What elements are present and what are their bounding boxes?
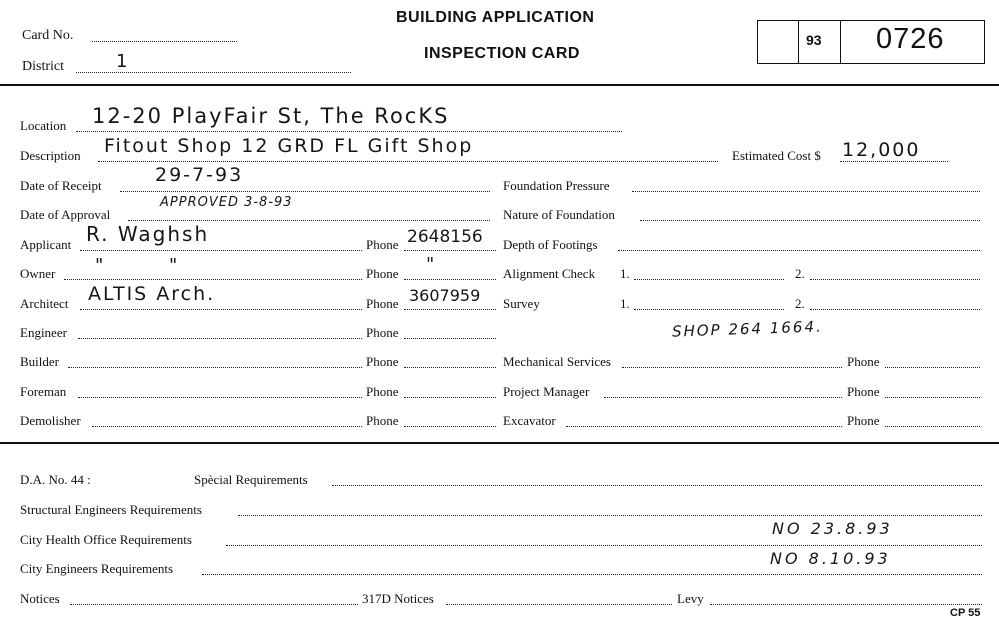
engineer-field[interactable] [78,338,362,339]
builder-field[interactable] [68,367,362,368]
demolisher-phone-field[interactable] [404,426,496,427]
alignment-check-label: Alignment Check [503,266,596,281]
notices-label: Notices [20,591,60,606]
mechanical-phone-label: Phone [847,354,880,369]
structural-requirements-label: Structural Engineers Requirements [20,502,202,517]
architect-phone-label: Phone [366,296,399,311]
excavator-field[interactable] [566,426,842,427]
applicant-value: R. Waghsh [86,222,210,246]
shop-phone-note: SHOP 264 1664. [671,317,824,341]
foundation-pressure-field[interactable] [632,191,980,192]
date-receipt-value: 29-7-93 [155,164,244,186]
architect-phone-value: 3607959 [409,286,481,305]
project-manager-field[interactable] [604,397,842,398]
city-engineers-field[interactable] [202,574,982,575]
date-approval-label: Date of Approval [20,207,111,222]
estimated-cost-value: 12,000 [842,139,921,161]
date-approval-value: APPROVED 3-8-93 [160,195,293,210]
location-value: 12-20 PlayFair St, The RocKS [92,104,450,128]
estimated-cost-label: Estimated Cost $ [732,148,821,163]
architect-phone-field[interactable] [404,309,496,310]
builder-phone-field[interactable] [404,367,496,368]
project-manager-label: Project Manager [503,384,590,399]
applicant-phone-label: Phone [366,237,399,252]
description-field[interactable] [98,161,718,162]
owner-phone-value: " [426,254,437,275]
notices-317d-label: 317D Notices [362,591,434,606]
depth-footings-field[interactable] [618,250,980,251]
date-receipt-field[interactable] [120,191,490,192]
levy-field[interactable] [710,604,982,605]
engineer-phone-field[interactable] [404,338,496,339]
owner-phone-field[interactable] [404,279,496,280]
survey-num2: 2. [795,296,805,311]
foreman-phone-field[interactable] [404,397,496,398]
project-manager-phone-label: Phone [847,384,880,399]
special-requirements-label: Spècial Requirements [194,472,308,487]
demolisher-label: Demolisher [20,413,81,428]
demolisher-field[interactable] [92,426,362,427]
city-health-field[interactable] [226,545,982,546]
survey-num1: 1. [620,296,630,311]
engineer-phone-label: Phone [366,325,399,340]
card-no-field[interactable] [92,41,237,42]
owner-phone-label: Phone [366,266,399,281]
estimated-cost-field[interactable] [840,161,948,162]
card-title-line1: BUILDING APPLICATION [396,9,595,26]
mechanical-services-field[interactable] [622,367,842,368]
builder-phone-label: Phone [366,354,399,369]
city-engineers-value: NO 8.10.93 [770,549,891,568]
card-no-label: Card No. [22,28,74,43]
structural-requirements-field[interactable] [238,515,982,516]
demolisher-phone-label: Phone [366,413,399,428]
depth-footings-label: Depth of Footings [503,237,598,252]
applicant-phone-field[interactable] [404,250,496,251]
foreman-field[interactable] [78,397,362,398]
district-label: District [22,59,64,74]
owner-field[interactable] [64,279,362,280]
special-requirements-field[interactable] [332,485,982,486]
applicant-label: Applicant [20,237,72,252]
applicant-field[interactable] [80,250,362,251]
section-divider [0,442,999,444]
district-value: 1 [116,51,130,72]
header-divider [0,84,999,86]
description-label: Description [20,148,81,163]
city-engineers-label: City Engineers Requirements [20,561,174,576]
foreman-phone-label: Phone [366,384,399,399]
engineer-label: Engineer [20,325,67,340]
alignment-check-field-2[interactable] [810,279,980,280]
mechanical-phone-field[interactable] [885,367,980,368]
builder-label: Builder [20,354,59,369]
project-manager-phone-field[interactable] [885,397,980,398]
city-health-label: City Health Office Requirements [20,532,192,547]
date-receipt-label: Date of Receipt [20,178,102,193]
district-field[interactable] [76,72,351,73]
description-value: Fitout Shop 12 GRD FL Gift Shop [104,135,474,157]
survey-field-2[interactable] [810,309,980,310]
nature-foundation-field[interactable] [640,220,980,221]
card-title-line2: INSPECTION CARD [424,45,580,62]
card-number-box [757,20,985,64]
city-health-value: NO 23.8.93 [772,519,893,538]
survey-field-1[interactable] [634,309,784,310]
alignment-check-num1: 1. [620,266,630,281]
card-year: 93 [806,32,822,48]
levy-label: Levy [677,591,704,606]
excavator-label: Excavator [503,413,556,428]
foreman-label: Foreman [20,384,67,399]
owner-value: " " [95,255,208,276]
excavator-phone-field[interactable] [885,426,980,427]
da-no-label: D.A. No. 44 : [20,472,91,487]
survey-label: Survey [503,296,540,311]
owner-label: Owner [20,266,56,281]
notices-317d-field[interactable] [446,604,672,605]
location-label: Location [20,118,67,133]
card-number: 0726 [876,23,945,55]
alignment-check-field-1[interactable] [634,279,784,280]
foundation-pressure-label: Foundation Pressure [503,178,610,193]
date-approval-field[interactable] [128,220,490,221]
architect-label: Architect [20,296,69,311]
form-code: CP 55 [950,607,981,619]
architect-value: ALTIS Arch. [88,283,216,305]
location-field[interactable] [76,131,622,132]
mechanical-services-label: Mechanical Services [503,354,611,369]
nature-foundation-label: Nature of Foundation [503,207,615,222]
architect-field[interactable] [80,309,362,310]
alignment-check-num2: 2. [795,266,805,281]
notices-field[interactable] [70,604,358,605]
applicant-phone-value: 2648156 [407,227,483,247]
excavator-phone-label: Phone [847,413,880,428]
